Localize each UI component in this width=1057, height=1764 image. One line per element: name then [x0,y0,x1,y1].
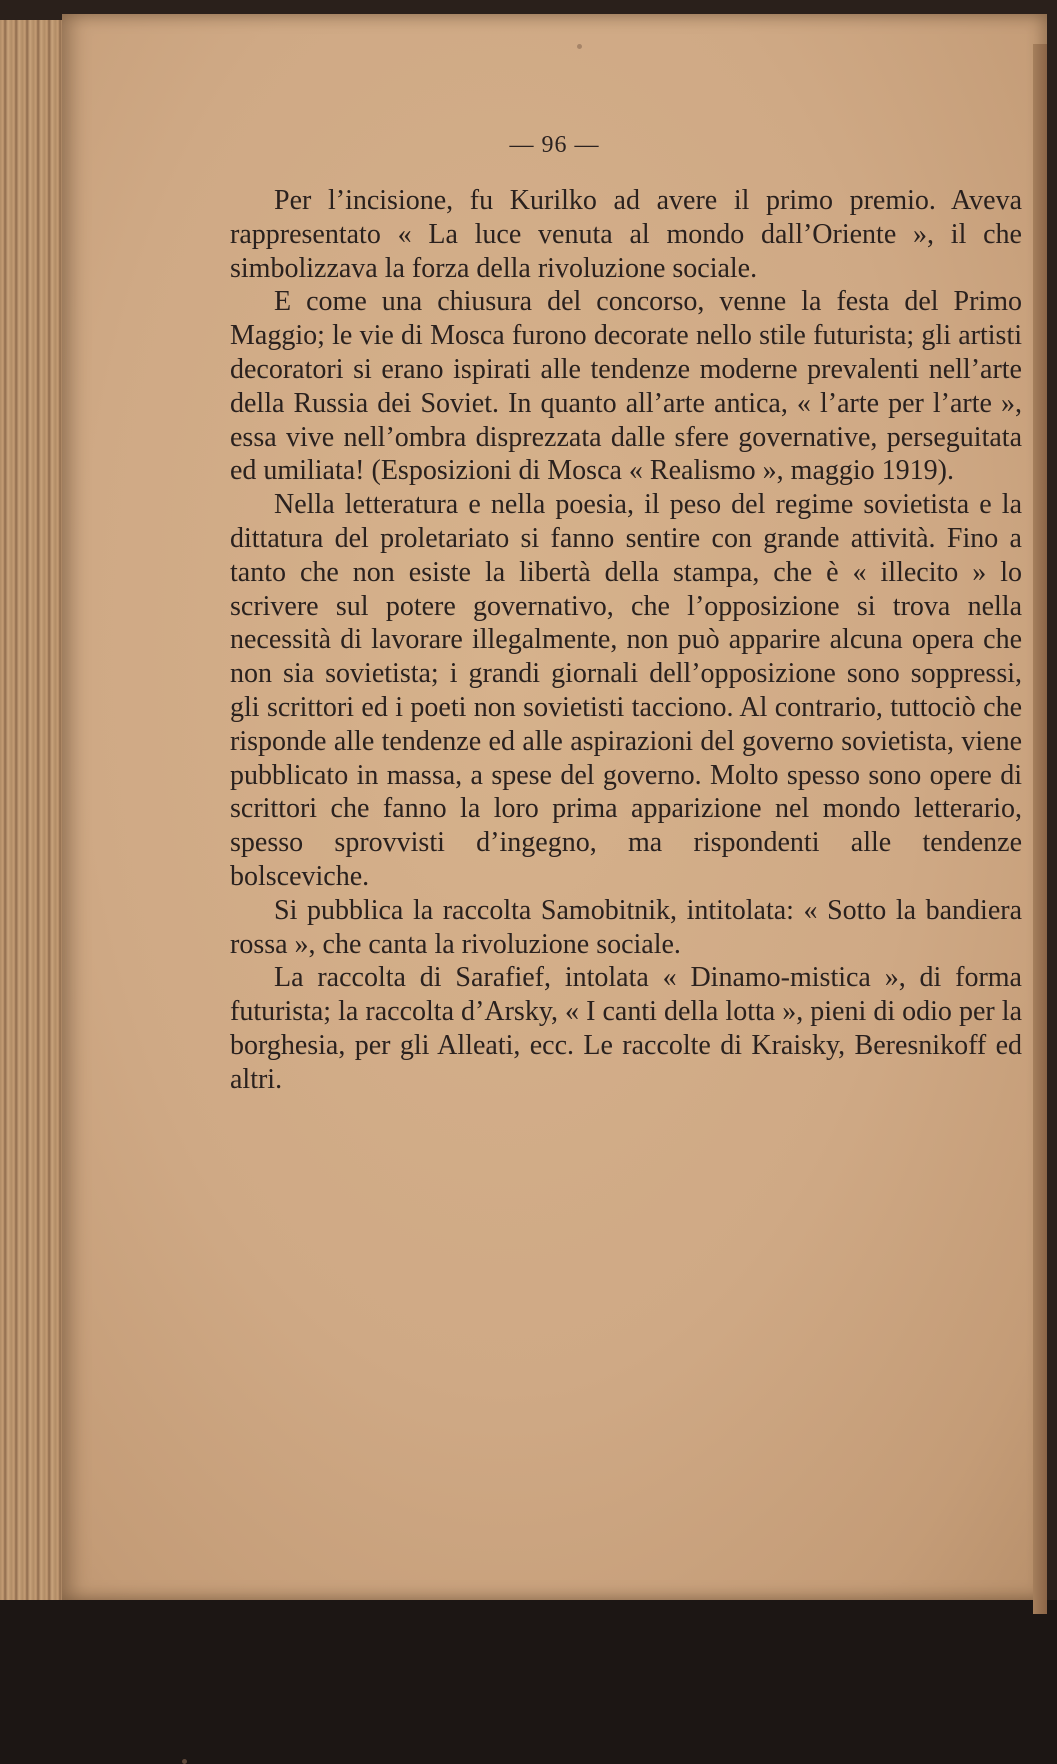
paragraph: Nella letteratura e nella poesia, il peso del regime sovietista e la dittatura del proletariato si fanno sentire con grande attività. Fino a tanto che non esiste la libertà della stampa, che è « illecito » lo scrivere sul potere governativo, che l’opposizione si trova nella necessità di lavorare illegalmente, non può apparire alcuna opera che non sia sovietista; i grandi giornali dell’opposizione sono soppressi, gli scrittori ed i poeti non sovietisti tacciono. Al contrario, tuttociò che risponde alle tendenze ed alle aspirazioni del governo sovietista, viene pubblicato in massa, a spese del governo. Molto spesso sono opere di scrittori che fanno la loro prima apparizione nel mondo letterario, spesso sprovvisti d’ingegno, ma rispondenti alle tendenze bolsceviche. [230,489,1022,892]
page-right-edge [1033,44,1047,1614]
paragraph: E come una chiusura del concorso, venne la festa del Primo Maggio; le vie di Mosca furono decorate nello stile futurista; gli artisti decoratori si erano ispirati alle tendenze moderne prevalenti nell’arte della Russia dei Soviet. In quanto all’arte antica, « l’arte per l’arte », essa vive nell’ombra disprezzata dalle sfere governative, perseguitata ed umiliata! (Esposizioni di Mosca « Realismo », maggio 1919). [230,286,1022,487]
paragraph: Per l’incisione, fu Kurilko ad avere il primo premio. Aveva rappresentato « La luce venuta al mondo dall’Oriente », il che simbolizzava la forza della rivoluzione sociale. [230,185,1022,284]
paragraph: La raccolta di Sarafief, intolata « Dinamo-mistica », di forma futurista; la raccolta d’Arsky, « I canti della lotta », pieni di odio per la borghesia, per gli Alleati, ecc. Le raccolte di Kraisky, Beresnikoff ed altri. [230,962,1022,1095]
page-number: — 96 — [509,132,600,158]
paper-speck [182,1759,187,1764]
paper-speck [577,44,582,49]
paragraph: Si pubblica la raccolta Samobitnik, intitolata: « Sotto la bandiera rossa », che canta la rivoluzione sociale. [230,894,1022,960]
book-page [62,14,1047,1600]
body-text [230,184,1022,1097]
